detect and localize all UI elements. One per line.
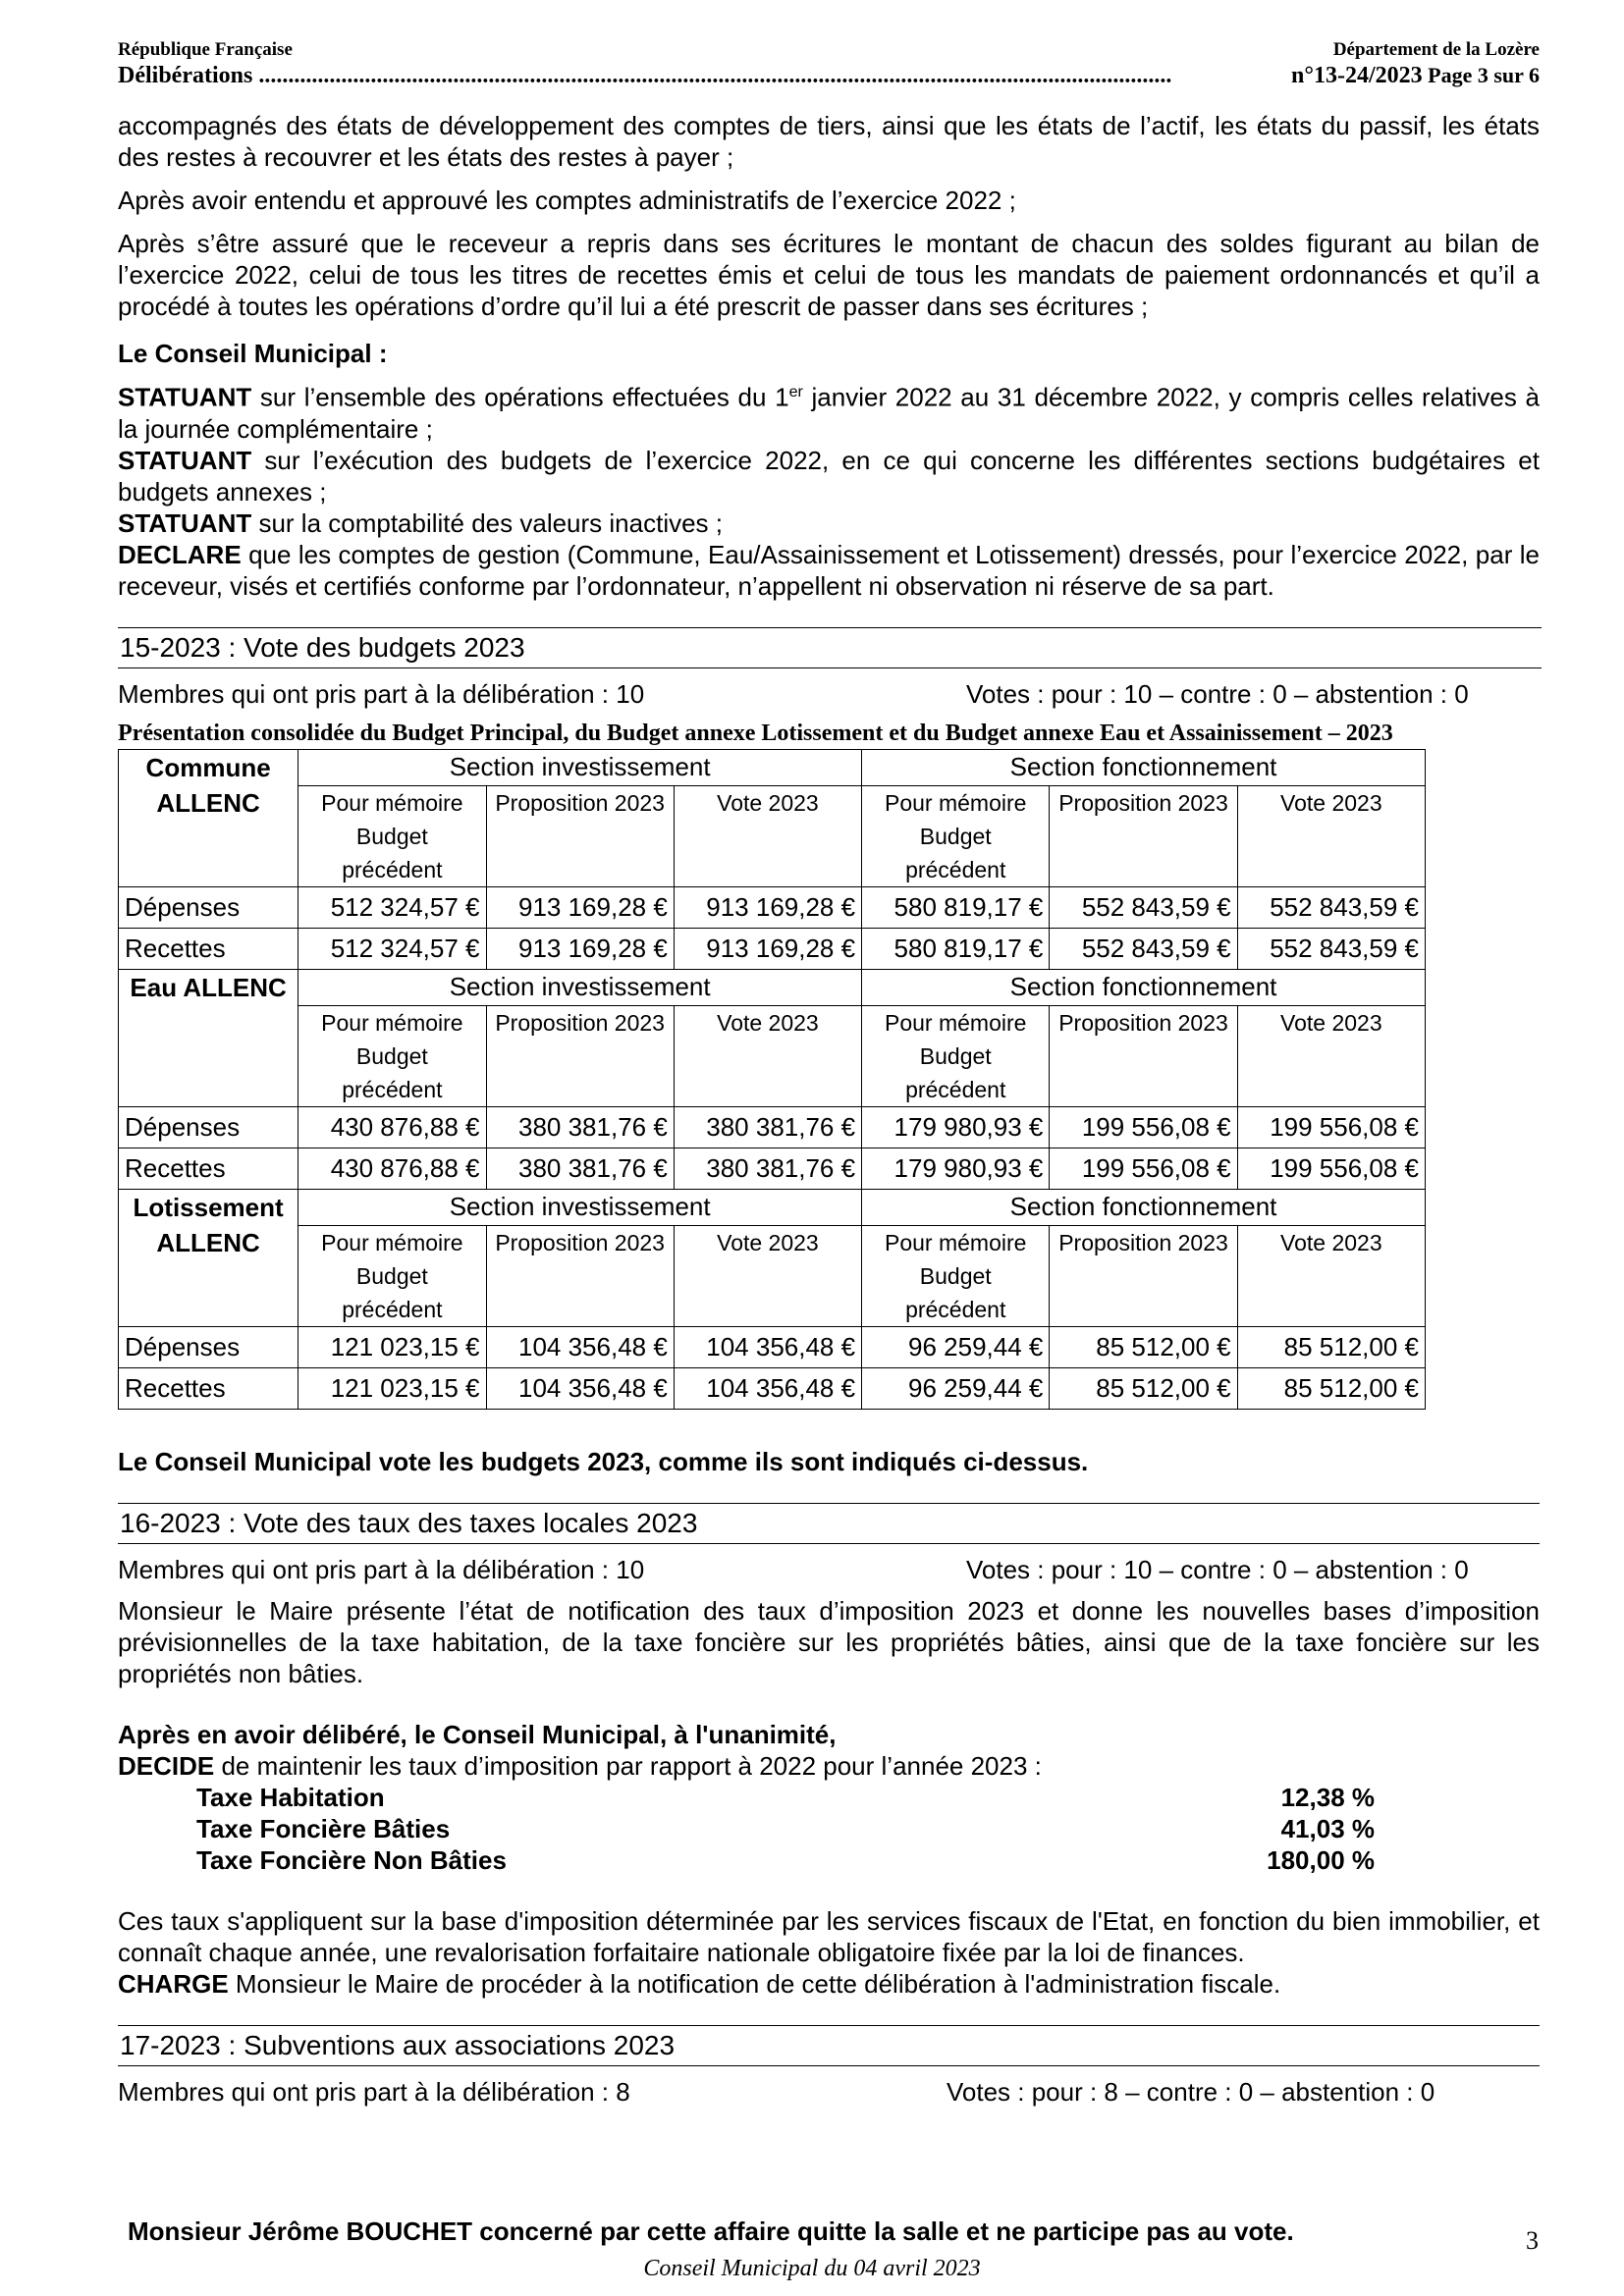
budget-amount: 913 169,28 € xyxy=(674,928,861,969)
subheader-vote: Vote 2023 xyxy=(1237,785,1425,886)
statement-3 xyxy=(118,507,1540,539)
section-15-votes: Votes : pour : 10 – contre : 0 – abstention : 0 xyxy=(966,678,1469,709)
section-fonctionnement-header: Section fonctionnement xyxy=(862,969,1426,1005)
budget-entity-label: Lotissement ALLENC xyxy=(119,1189,298,1326)
section-17-members: Membres qui ont pris part à la délibération : 8 xyxy=(118,2076,630,2107)
statement-2 xyxy=(118,445,1540,507)
budget-amount: 380 381,76 € xyxy=(674,1148,861,1189)
budget-section-header-row xyxy=(119,749,1426,785)
statement-4-text: que les comptes de gestion (Commune, Eau/Assainissement et Lotissement) dressés, pour l’exercice 2022, par le receveur, visés et certifiés conforme par l’ordonnateur, n’appellent ni observation ni réserve de sa part. xyxy=(118,539,1540,601)
page-header xyxy=(118,39,1540,89)
budget-amount: 512 324,57 € xyxy=(298,928,486,969)
section-17-members-row xyxy=(118,2076,1540,2108)
budget-amount: 913 169,28 € xyxy=(674,886,861,928)
budget-amount: 552 843,59 € xyxy=(1237,886,1425,928)
section-16-after-deliberation: Après en avoir délibéré, le Conseil Municipal, à l'unanimité, xyxy=(118,1719,837,1749)
budget-amount: 580 819,17 € xyxy=(862,928,1050,969)
budget-row-recettes xyxy=(119,1367,1426,1409)
section-16-members: Membres qui ont pris part à la délibération : 10 xyxy=(118,1554,645,1584)
budget-row-recettes xyxy=(119,928,1426,969)
tax-row-habitation xyxy=(196,1782,1375,1813)
council-heading: Le Conseil Municipal : xyxy=(118,339,388,368)
page-number: 3 xyxy=(1526,2226,1539,2255)
section-investissement-header: Section investissement xyxy=(298,749,862,785)
statement-3-keyword: STATUANT xyxy=(118,507,252,538)
budget-amount: 199 556,08 € xyxy=(1237,1106,1425,1148)
header-dot-leader: ........................................................................................................................................................... xyxy=(252,63,1172,88)
section-16-title: 16-2023 : Vote des taux des taxes locales 2023 xyxy=(118,1503,1540,1544)
budget-amount: 96 259,44 € xyxy=(862,1326,1050,1367)
budget-amount: 552 843,59 € xyxy=(1050,928,1237,969)
tax-name: Taxe Habitation xyxy=(196,1782,385,1812)
budget-amount: 380 381,76 € xyxy=(674,1106,861,1148)
budget-amount: 104 356,48 € xyxy=(486,1367,674,1409)
budget-amount: 179 980,93 € xyxy=(862,1106,1050,1148)
section-16-members-row xyxy=(118,1554,1540,1585)
budget-amount: 121 023,15 € xyxy=(298,1326,486,1367)
section-16-votes: Votes : pour : 10 – contre : 0 – abstention : 0 xyxy=(966,1554,1469,1584)
statement-1-keyword: STATUANT xyxy=(118,382,252,412)
footer-meeting-date: Conseil Municipal du 04 avril 2023 xyxy=(643,2256,981,2281)
section-investissement-header: Section investissement xyxy=(298,969,862,1005)
header-deliberation-number: n°13-24/2023 xyxy=(1291,63,1423,88)
statement-2-keyword: STATUANT xyxy=(118,445,252,475)
subheader-memo: Pour mémoire Budget précédent xyxy=(862,1005,1050,1106)
subheader-proposition: Proposition 2023 xyxy=(486,785,674,886)
subheader-memo: Pour mémoire Budget précédent xyxy=(862,785,1050,886)
section-fonctionnement-header: Section fonctionnement xyxy=(862,749,1426,785)
budget-row-label: Recettes xyxy=(119,1367,298,1409)
budget-amount: 552 843,59 € xyxy=(1237,928,1425,969)
budget-amount: 380 381,76 € xyxy=(486,1106,674,1148)
budget-amount: 552 843,59 € xyxy=(1050,886,1237,928)
budget-row-depenses xyxy=(119,1106,1426,1148)
budget-amount: 913 169,28 € xyxy=(486,928,674,969)
budget-conclusion: Le Conseil Municipal vote les budgets 2023, comme ils sont indiqués ci-dessus. xyxy=(118,1446,1089,1476)
budget-row-label: Recettes xyxy=(119,1148,298,1189)
budget-subheader-row xyxy=(119,1005,1426,1106)
intro-paragraph-3: Après s’être assuré que le receveur a repris dans ses écritures le montant de chacun des soldes figurant au bilan de l’exercice 2022, celui de tous les titres de recettes émis et celui de tous les mandats de paiement ordonnancés et qu’il a procédé à toutes les opérations d’ordre qu’il lui a été prescrit de passer dans ses écritures ; xyxy=(118,229,1540,321)
section-15-title: 15-2023 : Vote des budgets 2023 xyxy=(118,627,1542,668)
budget-section-header-row xyxy=(119,969,1426,1005)
budget-amount: 85 512,00 € xyxy=(1050,1326,1237,1367)
budget-amount: 512 324,57 € xyxy=(298,886,486,928)
section-17-note: Monsieur Jérôme BOUCHET concerné par cette affaire quitte la salle et ne participe pas au vote. xyxy=(128,2216,1294,2246)
budget-row-depenses xyxy=(119,886,1426,928)
intro-paragraph-1: accompagnés des états de développement des comptes de tiers, ainsi que les états de l’actif, les états du passif, les états des restes à recouvrer et les états des restes à payer ; xyxy=(118,111,1540,172)
section-investissement-header: Section investissement xyxy=(298,1189,862,1225)
budget-subheader-row xyxy=(119,1225,1426,1326)
budget-amount: 199 556,08 € xyxy=(1050,1148,1237,1189)
subheader-vote: Vote 2023 xyxy=(674,1005,861,1106)
tax-name: Taxe Foncière Non Bâties xyxy=(196,1844,507,1875)
subheader-memo: Pour mémoire Budget précédent xyxy=(862,1225,1050,1326)
budget-amount: 199 556,08 € xyxy=(1050,1106,1237,1148)
budget-entity-label: Eau ALLENC xyxy=(119,969,298,1106)
header-page-indicator: Page 3 sur 6 xyxy=(1428,63,1540,87)
statement-4 xyxy=(118,539,1540,602)
statement-1 xyxy=(118,377,1540,445)
budget-amount: 430 876,88 € xyxy=(298,1106,486,1148)
subheader-memo: Pour mémoire Budget précédent xyxy=(298,785,486,886)
budget-amount: 104 356,48 € xyxy=(674,1367,861,1409)
budget-section-header-row xyxy=(119,1189,1426,1225)
budget-row-label: Dépenses xyxy=(119,886,298,928)
statement-4-keyword: DECLARE xyxy=(118,539,242,569)
budget-amount: 580 819,17 € xyxy=(862,886,1050,928)
tax-rate: 180,00 % xyxy=(1267,1844,1375,1875)
section-fonctionnement-header: Section fonctionnement xyxy=(862,1189,1426,1225)
statement-1-text-a: sur l’ensemble des opérations effectuées du 1 xyxy=(251,382,789,412)
budget-amount: 85 512,00 € xyxy=(1237,1367,1425,1409)
subheader-memo: Pour mémoire Budget précédent xyxy=(298,1225,486,1326)
header-deliberations-label: Délibérations xyxy=(118,63,253,88)
budget-row-label: Dépenses xyxy=(119,1106,298,1148)
section-17-votes: Votes : pour : 8 – contre : 0 – abstention : 0 xyxy=(947,2076,1435,2107)
budget-row-recettes xyxy=(119,1148,1426,1189)
subheader-vote: Vote 2023 xyxy=(1237,1005,1425,1106)
budget-amount: 199 556,08 € xyxy=(1237,1148,1425,1189)
section-15-members: Membres qui ont pris part à la délibération : 10 xyxy=(118,678,645,709)
budget-presentation-title: Présentation consolidée du Budget Principal, du Budget annexe Lotissement et du Budget annexe Eau et Assainissement – 2023 xyxy=(118,720,1393,746)
tax-name: Taxe Foncière Bâties xyxy=(196,1813,451,1843)
budget-table xyxy=(118,749,1426,1410)
decide-text: de maintenir les taux d’imposition par rapport à 2022 pour l’année 2023 : xyxy=(214,1750,1042,1781)
section-16-paragraph-1: Monsieur le Maire présente l’état de notification des taux d’imposition 2023 et donne les nouvelles bases d’imposition prévisionnelles de la taxe habitation, de la taxe foncière sur les propriétés bâties, ainsi que de la taxe foncière sur les propriétés non bâties. xyxy=(118,1595,1540,1688)
section-16-paragraph-2: Ces taux s'appliquent sur la base d'imposition déterminée par les services fiscaux de l'Etat, en fonction du bien immobilier, et connaît chaque année, une revalorisation forfaitaire nationale obligatoire fixée par la loi de finances. xyxy=(118,1905,1540,1967)
subheader-vote: Vote 2023 xyxy=(1237,1225,1425,1326)
statement-1-text-b: janvier 2022 au 31 décembre 2022, y compris celles relatives à la journée complémentaire ; xyxy=(118,382,1540,444)
subheader-proposition: Proposition 2023 xyxy=(486,1005,674,1106)
statement-2-text: sur l’exécution des budgets de l’exercice 2022, en ce qui concerne les différentes sections budgétaires et budgets annexes ; xyxy=(118,445,1540,507)
budget-amount: 430 876,88 € xyxy=(298,1148,486,1189)
budget-entity-label: Commune ALLENC xyxy=(119,749,298,886)
subheader-proposition: Proposition 2023 xyxy=(1050,785,1237,886)
budget-amount: 104 356,48 € xyxy=(486,1326,674,1367)
tax-rates-list xyxy=(196,1782,1375,1876)
budget-amount: 85 512,00 € xyxy=(1237,1326,1425,1367)
subheader-proposition: Proposition 2023 xyxy=(1050,1005,1237,1106)
header-departement: Département de la Lozère xyxy=(1332,39,1540,60)
header-republique: République Française xyxy=(118,39,293,60)
intro-paragraph-2: Après avoir entendu et approuvé les comptes administratifs de l’exercice 2022 ; xyxy=(118,186,1016,215)
subheader-proposition: Proposition 2023 xyxy=(1050,1225,1237,1326)
budget-subheader-row xyxy=(119,785,1426,886)
budget-amount: 121 023,15 € xyxy=(298,1367,486,1409)
budget-row-label: Recettes xyxy=(119,928,298,969)
tax-row-fonciere-baties xyxy=(196,1813,1375,1844)
section-16-charge xyxy=(118,1968,1540,2000)
subheader-memo: Pour mémoire Budget précédent xyxy=(298,1005,486,1106)
decide-keyword: DECIDE xyxy=(118,1750,215,1781)
budget-row-label: Dépenses xyxy=(119,1326,298,1367)
budget-amount: 913 169,28 € xyxy=(486,886,674,928)
statement-3-text: sur la comptabilité des valeurs inactives ; xyxy=(251,507,724,538)
section-17-title: 17-2023 : Subventions aux associations 2023 xyxy=(118,2025,1540,2066)
budget-amount: 85 512,00 € xyxy=(1050,1367,1237,1409)
budget-row-depenses xyxy=(119,1326,1426,1367)
budget-amount: 380 381,76 € xyxy=(486,1148,674,1189)
section-16-decide xyxy=(118,1750,1540,1782)
charge-keyword: CHARGE xyxy=(118,1968,229,1999)
tax-row-fonciere-non-baties xyxy=(196,1844,1375,1876)
statement-1-superscript: er xyxy=(788,384,803,400)
budget-amount: 96 259,44 € xyxy=(862,1367,1050,1409)
subheader-vote: Vote 2023 xyxy=(674,1225,861,1326)
budget-amount: 104 356,48 € xyxy=(674,1326,861,1367)
budget-amount: 179 980,93 € xyxy=(862,1148,1050,1189)
subheader-vote: Vote 2023 xyxy=(674,785,861,886)
charge-text: Monsieur le Maire de procéder à la notification de cette délibération à l'administration fiscale. xyxy=(228,1968,1281,1999)
tax-rate: 41,03 % xyxy=(1280,1813,1375,1843)
tax-rate: 12,38 % xyxy=(1280,1782,1375,1812)
document-body xyxy=(118,110,1540,2108)
subheader-proposition: Proposition 2023 xyxy=(486,1225,674,1326)
section-15-members-row xyxy=(118,678,1540,710)
